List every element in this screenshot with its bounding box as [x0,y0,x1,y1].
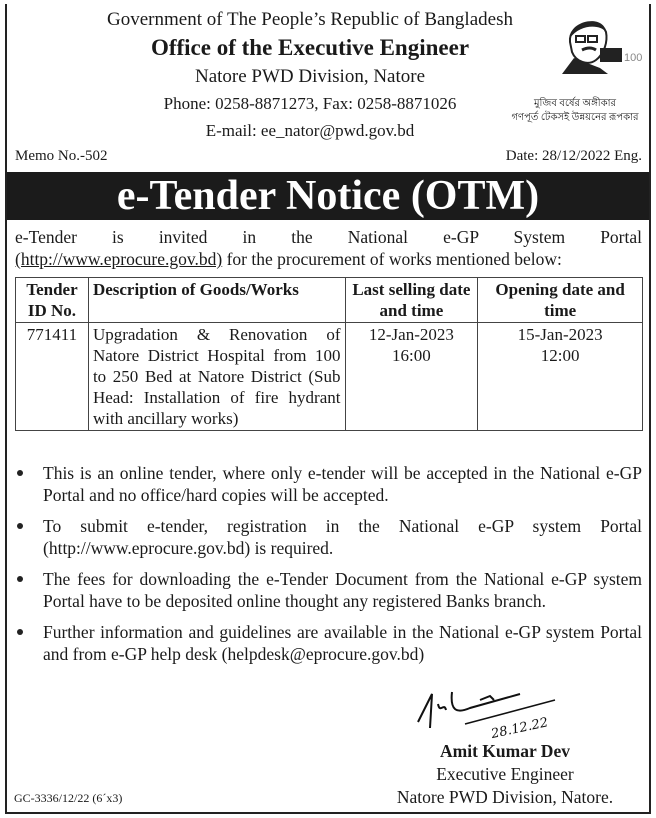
last-selling-cell [345,323,478,431]
list-item-text: The fees for downloading the e-Tender Document from the National e-GP system Portal have to be deposited online thought any registered Banks branch. [43,569,642,611]
list-item [15,568,642,612]
list-item [15,462,642,506]
conditions-list [15,462,642,674]
bullet-icon [17,629,23,635]
signature-date: 28.12.22 [489,715,550,740]
header-description: Description of Goods/Works [88,278,345,323]
government-heading: Government of The People’s Republic of Bangladesh [107,9,513,30]
notice-title: e-Tender Notice (OTM) [7,172,649,220]
signatory-name: Amit Kumar Dev [440,741,570,761]
tender-id: 771411 [16,323,89,431]
bullet-icon [17,523,23,529]
last-selling-time: 16:00 [392,346,431,365]
eprocure-link[interactable]: (http://www.eprocure.gov.bd) [15,249,223,269]
division-heading: Natore PWD Division, Natore [194,66,426,87]
opening-time: 12:00 [540,346,580,365]
phone-fax: Phone: 0258-8871273, Fax: 0258-8871026 [163,94,457,113]
opening-date: 15-Jan-2023 [517,325,603,344]
signatory-designation: Executive Engineer [436,764,574,784]
handwritten-signature-icon [410,680,590,740]
intro-paragraph [15,226,642,270]
list-item-text: Further information and guidelines are available in the National e-GP system Portal and from e-GP help desk (helpdesk@eprocure.gov.bd) [43,622,642,664]
intro-line-2-text: for the procurement of works mentioned below: [222,249,562,269]
list-item-text: This is an online tender, where only e-tender will be accepted in the National e-GP Portal and no office/hard copies will be accepted. [43,463,642,505]
header-last-selling: Last selling date and time [345,278,478,323]
bullet-icon [17,470,23,476]
memo-number: Memo No.-502 [15,148,108,164]
list-item [15,515,642,559]
bullet-icon [17,576,23,582]
signatory-block [380,740,630,809]
mujib-logo [560,12,644,74]
work-description: Upgradation & Renovation of Natore District Hospital from 100 to 250 Bed at Natore District (Sub Head: Installation of fire hydrant with ancillary works) [88,323,345,431]
slogan-line-1: মুজিব বর্ষের অঙ্গীকার [533,98,617,109]
table-row [16,323,643,431]
last-selling-date: 12-Jan-2023 [368,325,454,344]
header-opening: Opening date and time [478,278,643,323]
intro-line-2 [15,248,642,270]
footer-code: GC-3336/12/22 (6´x3) [14,791,123,805]
slogan [505,97,645,125]
list-item-text: To submit e-tender, registration in the National e-GP system Portal (http://www.eprocure.gov.bd) is required. [43,516,642,558]
intro-line-1: e-Tender is invited in the National e-GP System Portal [15,227,642,247]
table-header-row [16,278,643,323]
signatory-office: Natore PWD Division, Natore. [396,787,614,807]
header-tender-id: Tender ID No. [16,278,89,323]
email: E-mail: ee_nator@pwd.gov.bd [205,121,415,140]
opening-cell [478,323,643,431]
slogan-line-2: গণপূর্ত টেকসই উন্নয়নের রূপকার [511,112,639,123]
notice-date: Date: 28/12/2022 Eng. [505,148,642,164]
portrait-illustration-icon [560,12,644,74]
tender-table [15,277,643,431]
signature [410,680,590,740]
office-heading: Office of the Executive Engineer [150,35,470,60]
list-item [15,621,642,665]
svg-text:100: 100 [624,52,643,64]
